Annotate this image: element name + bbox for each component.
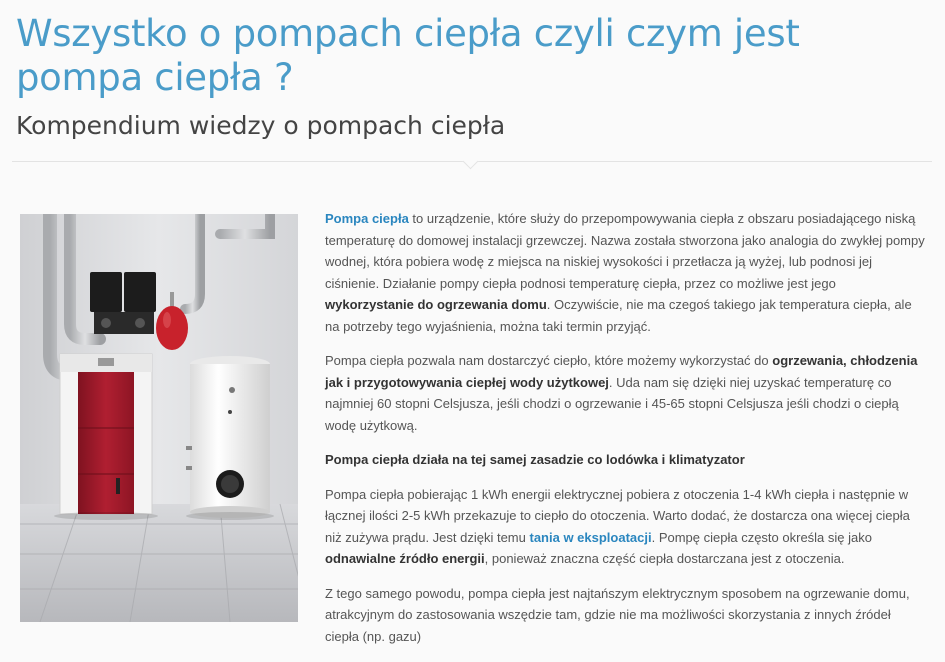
paragraph-efficiency: Pompa ciepła pobierając 1 kWh energii elektrycznej pobiera z otoczenia 1-4 kWh ciepła i następnie w łącznej ilości 2-5 kWh przekazuje to ciepło do otoczenia. Warto dodać, że dostarcza ona więcej ciepła niż zużywa prądu. Jest dzięki temu tania w eksploatacji. Pompę ciepła często określa się jako odnawialne źródło energii, ponieważ znaczna część ciepła dostarczana jest z otoczenia.: [325, 486, 910, 566]
bold-phrase: ogrzewania, chłodzenia jak i przygotowywania ciepłej wody użytkowej: [325, 353, 918, 390]
section-heading: Pompa ciepła działa na tej samej zasadzie co lodówka i klimatyzator: [325, 452, 745, 467]
page-title: Wszystko o pompach ciepła czyli czym jest pompa ciepła ?: [16, 12, 800, 99]
cheap-operation-link[interactable]: tania w eksploatacji: [529, 529, 652, 545]
article-body: [325, 208, 925, 660]
paragraph-usage: Pompa ciepła pozwala nam dostarczyć ciepło, które możemy wykorzystać do ogrzewania, chłodzenia jak i przygotowywania ciepłej wody użytkowej. Uda nam się dzięki niej uzyskać temperaturę co najmniej 60 stopni Celsjusza, jeśli chodzi o ogrzewanie i 45-65 stopni Celsjusza jeśli chodzi o ciepłą wodę użytkową.: [325, 353, 918, 433]
divider-notch: [463, 154, 479, 170]
paragraph-intro: Pompa ciepła to urządzenie, które służy do przepompowywania ciepła z obszaru posiadającego niską temperaturę do domowej instalacji grzewczej. Nazwa została stworzona jako analogia do zwykłej pompy wodnej, która pobiera wodę z miejsca na niskiej wysokości i przetłacza ją wyżej, lub podnosi jej ciśnienie. Działanie pompy ciepła podnosi temperaturę ciepła, przez co możliwe jest jego wykorzystanie do ogrzewania domu. Oczywiście, nie ma czegoś takiego jak temperatura ciepła, ale na potrzeby tego wyjaśnienia, można taki termin przyjąć.: [325, 211, 925, 334]
heat-pump-photo: [20, 214, 298, 622]
page-subtitle: Kompendium wiedzy o pompach ciepła: [16, 111, 506, 140]
bold-phrase: odnawialne źródło energii: [325, 551, 485, 566]
paragraph-conclusion: Z tego samego powodu, pompa ciepła jest najtańszym elektrycznym sposobem na ogrzewanie domu, atrakcyjnym do zastosowania wszędzie tam, gdzie nie ma możliwości skorzystania z innych źródeł ciepła (np. gazu): [325, 585, 910, 644]
heat-pump-link[interactable]: Pompa ciepła: [325, 211, 409, 226]
bold-phrase: wykorzystanie do ogrzewania domu: [325, 297, 547, 312]
